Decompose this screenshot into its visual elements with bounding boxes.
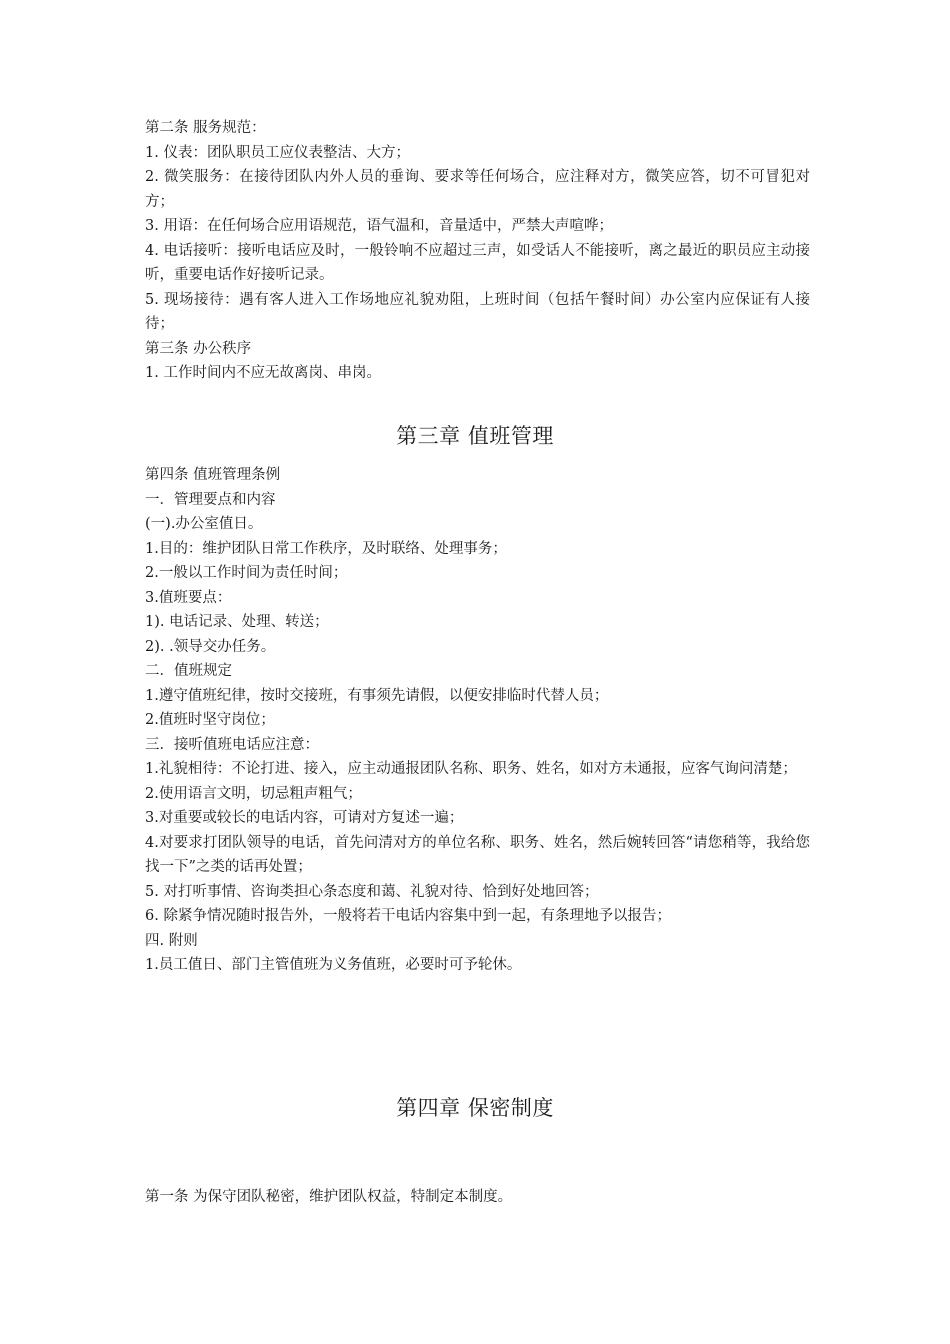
paragraph: 2.一般以工作时间为责任时间； bbox=[145, 565, 348, 581]
paragraph: 1). 电话记录、处理、转送； bbox=[145, 614, 329, 630]
paragraph: 5. 对打听事情、咨询类担心条态度和蔼、礼貌对待、恰到好处地回答； bbox=[145, 883, 599, 900]
subheading: 四. 附则 bbox=[145, 932, 198, 949]
chapter-title: 第四章 保密制度 bbox=[396, 1096, 554, 1120]
paragraph: 3. 用语：在任何场合应用语规范，语气温和，音量适中，严禁大声喧哗； bbox=[145, 218, 613, 234]
paragraph: 1. 工作时间内不应无故离岗、串岗。 bbox=[145, 365, 381, 381]
paragraph: 6. 除紧争情况随时报告外，一般将若干电话内容集中到一起，有条理地予以报告； bbox=[145, 908, 671, 924]
article-heading: 第三条 办公秩序 bbox=[145, 340, 252, 357]
subheading: 一．管理要点和内容 bbox=[145, 491, 276, 508]
section-service-standards bbox=[145, 116, 810, 386]
paragraph: 2.值班时坚守岗位； bbox=[145, 712, 275, 728]
subheading: 二．值班规定 bbox=[145, 663, 232, 679]
paragraph: 1. 仪表：团队职员工应仪表整洁、大方； bbox=[145, 144, 410, 161]
paragraph: (一).办公室值日。 bbox=[145, 516, 263, 532]
paragraph: 4. 电话接听：接听电话应及时，一般铃响不应超过三声，如受话人不能接听，离之最近的职员应主动接听，重要电话作好接听记录。 bbox=[145, 242, 810, 283]
paragraph: 3.值班要点： bbox=[145, 589, 232, 606]
article-heading: 第四条 值班管理条例 bbox=[145, 467, 281, 483]
paragraph: 1.员工值日、部门主管值班为义务值班，必要时可予轮休。 bbox=[145, 957, 522, 973]
paragraph: 1.遵守值班纪律，按时交接班，有事须先请假，以便安排临时代替人员； bbox=[145, 687, 609, 704]
section-duty-management bbox=[145, 463, 810, 978]
article-heading: 第一条 为保守团队秘密，维护团队权益，特制定本制度。 bbox=[145, 1189, 513, 1205]
paragraph: 4.对要求打团队领导的电话，首先问清对方的单位名称、职务、姓名，然后婉转回答“请您稍等，我给您找一下”之类的话再处置； bbox=[145, 834, 810, 875]
paragraph: 2). .领导交办任务。 bbox=[145, 638, 276, 655]
article-heading: 第二条 服务规范： bbox=[145, 120, 266, 136]
paragraph: 3.对重要或较长的电话内容，可请对方复述一遍； bbox=[145, 810, 464, 826]
paragraph: 5. 现场接待：遇有客人进入工作场地应礼貌劝阻，上班时间（包括午餐时间）办公室内应保证有人接待； bbox=[145, 291, 810, 332]
paragraph: 2.使用语言文明，切忌粗声粗气； bbox=[145, 785, 362, 802]
subheading: 三．接听值班电话应注意： bbox=[145, 736, 319, 753]
section-confidentiality bbox=[145, 1185, 810, 1210]
paragraph: 1.目的：维护团队日常工作秩序，及时联络、处理事务； bbox=[145, 540, 507, 557]
chapter-title: 第三章 值班管理 bbox=[396, 424, 554, 448]
paragraph: 2. 微笑服务：在接待团队内外人员的垂询、要求等任何场合，应注释对方，微笑应答，切不可冒犯对方； bbox=[145, 169, 810, 210]
paragraph: 1.礼貌相待：不论打进、接入，应主动通报团队名称、职务、姓名，如对方未通报，应客气询问清楚； bbox=[145, 761, 797, 777]
